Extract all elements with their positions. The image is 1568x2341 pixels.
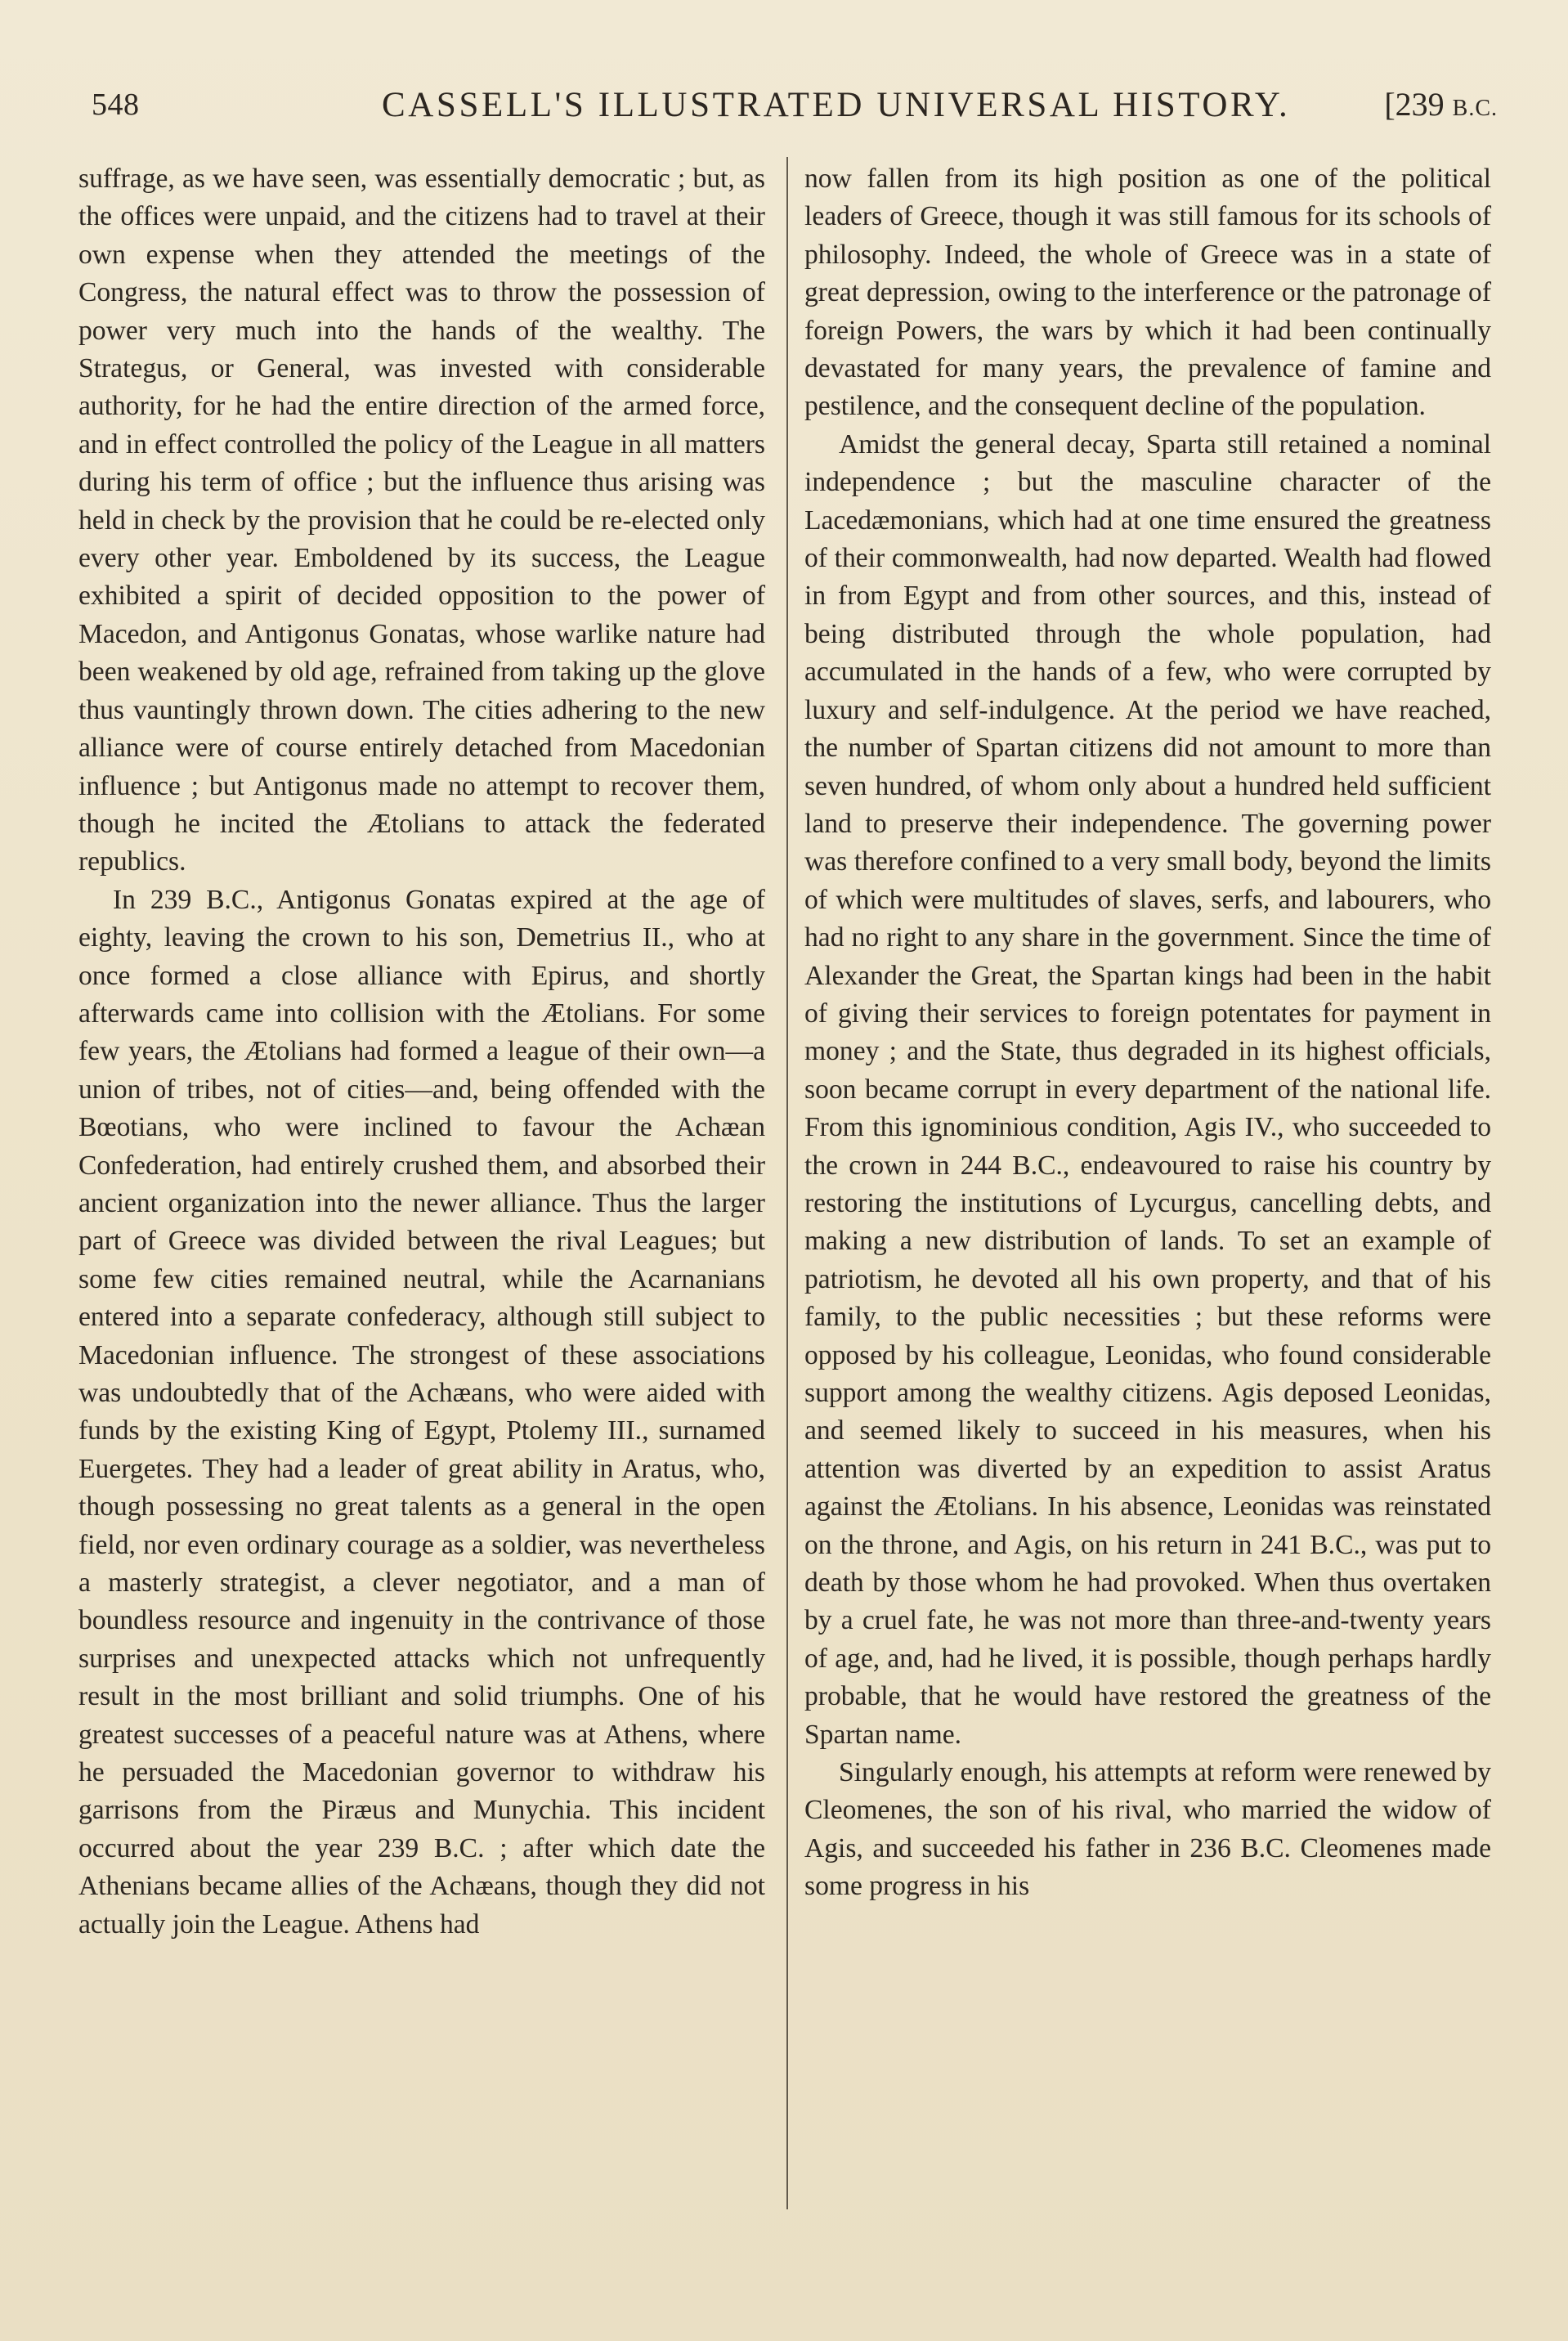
running-header	[92, 85, 1498, 134]
paragraph: Singularly enough, his attempts at reform were renewed by Cleomenes, the son of his rival, who married the widow of Agis, and succeeded his father in 236 B.C. Cleomenes made some progress in his	[804, 1757, 1491, 1902]
right-column	[804, 160, 1491, 1906]
running-date	[1384, 85, 1498, 123]
running-title: CASSELL'S ILLUSTRATED UNIVERSAL HISTORY.	[382, 86, 1291, 124]
left-column	[78, 160, 765, 1944]
running-date-year: [239	[1384, 86, 1453, 123]
paragraph: suffrage, as we have seen, was essentially democratic ; but, as the offices were unpaid, and the citizens had to travel at their own expense when they attended the meetings of the Congress, the natural effect was to throw the possession of power very much into the hands of the wealthy. The Strategus, or General, was invested with considerable authority, for he had the entire direction of the armed force, and in effect controlled the policy of the League in all matters during his term of office ; but the influence thus arising was held in check by the provision that he could be re-elected only every other year. Emboldened by its success, the League exhibited a spirit of decided opposition to the power of Macedon, and Antigonus Gonatas, whose warlike nature had been weakened by old age, refrained from taking up the glove thus vauntingly thrown down. The cities adhering to the new alliance were of course entirely detached from Macedonian influence ; but Antigonus made no attempt to recover them, though he incited the Ætolians to attack the federated republics.	[78, 164, 765, 877]
column-divider	[786, 157, 788, 2209]
page-number: 548	[92, 87, 140, 122]
running-date-era: B.C.	[1452, 96, 1498, 121]
paragraph: In 239 B.C., Antigonus Gonatas expired at the age of eighty, leaving the crown to his son, Demetrius II., who at once formed a close alliance with Epirus, and shortly afterwards came into collision with the Ætolians. For some few years, the Ætolians had formed a league of their own—a union of tribes, not of cities—and, being offended with the Bœotians, who were inclined to favour the Achæan Confederation, had entirely crushed them, and absorbed their ancient organization into the newer alliance. Thus the larger part of Greece was divided between the rival Leagues; but some few cities remained neutral, while the Acarnanians entered into a separate confederacy, although still subject to Macedonian influence. The strongest of these associations was undoubtedly that of the Achæans, who were aided with funds by the existing King of Egypt, Ptolemy III., surnamed Euergetes. They had a leader of great ability in Aratus, who, though possessing no great talents as a general in the open field, nor even ordinary courage as a soldier, was nevertheless a masterly strategist, a clever negotiator, and a man of boundless resource and ingenuity in the contrivance of those surprises and unexpected attacks which not unfrequently result in the most brilliant and solid triumphs. One of his greatest successes of a peaceful nature was at Athens, where he persuaded the Macedonian governor to withdraw his garrisons from the Piræus and Munychia. This incident occurred about the year 239 B.C. ; after which date the Athenians became allies of the Achæans, though they did not actually join the League. Athens had	[78, 884, 765, 1940]
paragraph: Amidst the general decay, Sparta still retained a nominal independence ; but the masculine character of the Lacedæmonians, which had at one time ensured the greatness of their commonwealth, had now departed. Wealth had flowed in from Egypt and from other sources, and this, instead of being distributed through the whole population, had accumulated in the hands of a few, who were corrupted by luxury and self-indulgence. At the period we have reached, the number of Spartan citizens did not amount to more than seven hundred, of whom only about a hundred held sufficient land to preserve their independence. The governing power was therefore confined to a very small body, beyond the limits of which were multitudes of slaves, serfs, and labourers, who had no right to any share in the government. Since the time of Alexander the Great, the Spartan kings had been in the habit of giving their services to foreign potentates for payment in money ; and the State, thus degraded in its highest officials, soon became corrupt in every department of the national life. From this ignominious condition, Agis IV., who succeeded to the crown in 244 B.C., endeavoured to raise his country by restoring the institutions of Lycurgus, cancelling debts, and making a new distribution of lands. To set an example of patriotism, he devoted all his own property, and that of his family, to the public necessities ; but these reforms were opposed by his colleague, Leonidas, who found considerable support among the wealthy citizens. Agis deposed Leonidas, and seemed likely to succeed in his measures, when his attention was diverted by an expedition to assist Aratus against the Ætolians. In his absence, Leonidas was reinstated on the throne, and Agis, on his return in 241 B.C., was put to death by those whom he had provoked. When thus overtaken by a cruel fate, he was not more than three-and-twenty years of age, and, had he lived, it is possible, though perhaps hardly probable, that he would have restored the greatness of the Spartan name.	[804, 428, 1491, 1750]
paragraph: now fallen from its high position as one of the political leaders of Greece, though it was still famous for its schools of philosophy. Indeed, the whole of Greece was in a state of great depression, owing to the interference or the patronage of foreign Powers, the wars by which it had been continually devastated for many years, the prevalence of famine and pestilence, and the consequent decline of the population.	[804, 164, 1491, 422]
